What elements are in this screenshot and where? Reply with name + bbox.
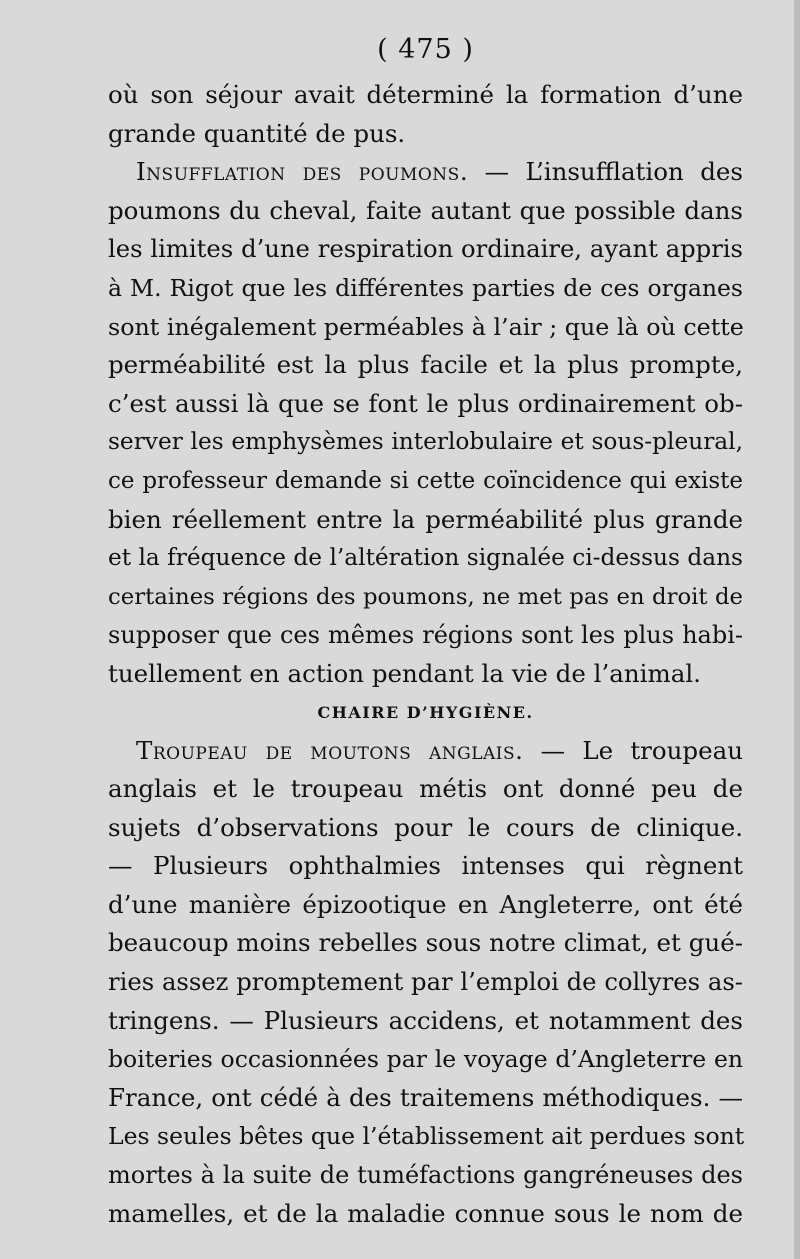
- page-edge-shadow: [794, 0, 800, 1259]
- text-line: supposer que ces mêmes régions sont les plus habi-: [108, 621, 743, 650]
- text-line: perméabilité est la plus facile et la plus prompte,: [108, 350, 743, 380]
- text-block: [108, 30, 743, 1233]
- text-line: [108, 153, 743, 192]
- text-line: poumons du cheval, faite autant que possible dans: [108, 195, 743, 225]
- text-line: et la fréquence de l’altération signalée ci-dessus dans: [108, 544, 743, 572]
- text-line: c’est aussi là que se font le plus ordinairement ob-: [108, 388, 743, 418]
- text-line: [108, 732, 743, 771]
- text-line: — Plusieurs ophthalmies intenses qui règnent: [108, 851, 743, 881]
- text-line: mamelles, et de la maladie connue sous le nom de: [108, 1198, 743, 1228]
- text-line: beaucoup moins rebelles sous notre climat, et gué-: [108, 928, 743, 958]
- text-line: boiteries occasionnées par le voyage d’Angleterre en: [108, 1045, 743, 1074]
- text-line: sujets d’observations pour le cours de clinique.: [108, 812, 743, 842]
- paragraph-3: [108, 732, 743, 1234]
- paragraph-1: [108, 76, 743, 153]
- paragraph-heading-insufflation: Insufflation des poumons.: [136, 157, 469, 187]
- text-line: où son séjour avait déterminé la formation d’une: [108, 80, 743, 109]
- text-line: mortes à la suite de tuméfactions gangréneuses des: [108, 1161, 743, 1190]
- section-heading: CHAIRE D’HYGIÈNE.: [317, 702, 534, 722]
- paragraph-heading-troupeau: Troupeau de moutons anglais.: [136, 735, 524, 765]
- text-line: anglais et le troupeau métis ont donné peu de: [108, 774, 743, 804]
- text-line: à M. Rigot que les différentes parties de ces organes: [108, 273, 743, 302]
- text-line: tringens. — Plusieurs accidens, et notamment des: [108, 1005, 743, 1035]
- text-line: tuellement en action pendant la vie de l’animal.: [108, 658, 701, 688]
- text-line-continuation: — Le troupeau: [523, 735, 743, 765]
- text-line: Les seules bêtes que l’établissement ait perdues sont: [108, 1122, 745, 1151]
- text-line: d’une manière épizootique en Angleterre, ont été: [108, 889, 743, 919]
- text-line: sont inégalement perméables à l’air ; que là où cette: [108, 312, 744, 341]
- text-line: bien réellement entre la perméabilité plus grande: [108, 504, 743, 534]
- text-line: ries assez promptement par l’emploi de collyres as-: [108, 967, 743, 997]
- text-line-continuation: — L’insufflation des: [468, 157, 743, 187]
- paragraph-2: [108, 153, 743, 693]
- text-line: grande quantité de pus.: [108, 118, 406, 148]
- text-line: certaines régions des poumons, ne met pas en droit de: [108, 583, 743, 610]
- text-line: ce professeur demande si cette coïncidence qui existe: [108, 467, 743, 494]
- text-line: les limites d’une respiration ordinaire, ayant appris: [108, 234, 743, 264]
- page-number: ( 475 ): [377, 34, 474, 65]
- text-line: server les emphysèmes interlobulaire et sous-pleural,: [108, 428, 743, 456]
- text-line: France, ont cédé à des traitemens méthodiques. —: [108, 1082, 743, 1112]
